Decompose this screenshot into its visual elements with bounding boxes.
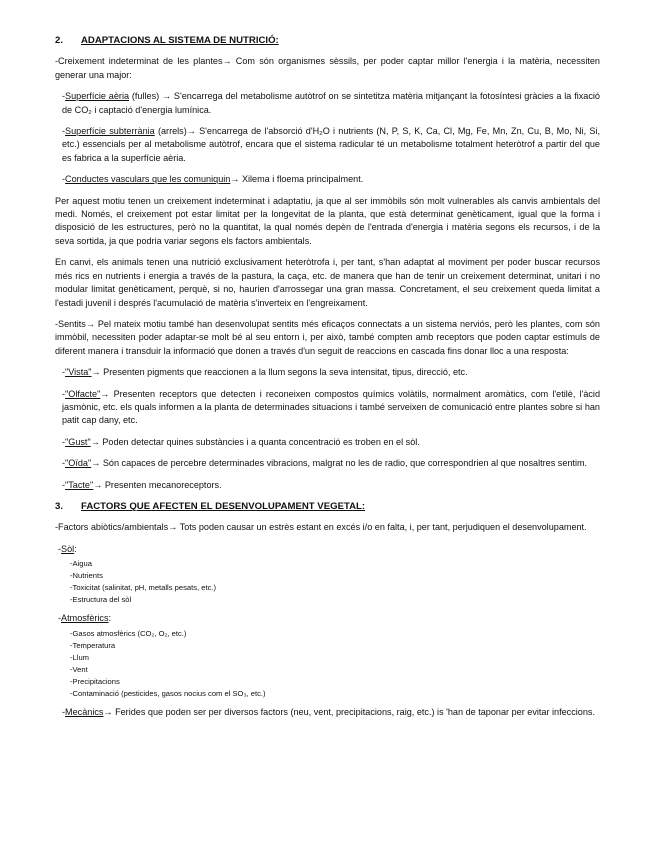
- soil-label: Sòl: [61, 543, 75, 554]
- list-item: -Estructura del sòl: [70, 595, 132, 605]
- sense-tacte-term: "Tacte": [65, 479, 94, 490]
- mechanical-label: Mecànics: [65, 706, 104, 717]
- paragraph-animals: En canvi, els animals tenen una nutrició exclusivament heteròtrofa i, per tant, s'han adaptat al moviment per poder buscar recursos més rics en nutrients i energia a través de la pastura, la caça, etc. de manera que han de tenir un creixement determinat, unitari i no modular limitat genèticament, perquè, si no, haurien d'arrossegar una gran massa. Concretament, el seu creixement queda limitat a l'estadi juvenil i després l'acumulació de matèria s'inverteix en l'engreixament.: [55, 257, 600, 308]
- section-title: ADAPTACIONS AL SISTEMA DE NUTRICIÓ:: [81, 35, 279, 46]
- list-item: -Toxicitat (salinitat, pH, metalls pesats, etc.): [70, 583, 217, 593]
- list-item: -Aigua: [70, 559, 92, 569]
- list-item: -Temperatura: [70, 640, 116, 650]
- sense-vista-text: → Presenten pigments que reaccionen a la llum segons la seva intensitat, tipus, direcció, etc.: [91, 367, 468, 378]
- vascular-term: Conductes vasculars que les comuniquin: [65, 174, 231, 185]
- soil-list: [55, 558, 600, 606]
- vascular-item: -Conductes vasculars que les comuniquin→ Xilema i floema principalment.: [62, 174, 364, 185]
- sense-vista-item: -"Vista"→ Presenten pigments que reaccionen a la llum segons la seva intensitat, tipus, direcció, etc.: [62, 367, 468, 378]
- list-item: -Nutrients: [70, 571, 103, 581]
- paragraph-senses: -Sentits→ Pel mateix motiu també han desenvolupat sentits més eficaços connectats a un sistema nerviós, però les plantes, com són immòbil, necessiten poder adaptar-se molt bé al seu entorn i, per això, també compten amb receptors que poden captar estímuls de diferent manera i transduir la informació que donen a través d'un seguit de reaccions en cascada fins donar lloc a una resposta:: [55, 318, 600, 356]
- atmospheric-list: [55, 628, 600, 700]
- sense-olfacte-item: -"Olfacte"→ Presenten receptors que detecten i reconeixen compostos químics volàtils, normalment aromàtics, com l'etilè, l'àcid jasmònic, etc. els quals informen a la planta de determinades situacions i també serveixen de comunicació entre plantes sobre si han patit cap dany, etc.: [62, 388, 600, 426]
- sense-oida-item: -"Oïda"→ Són capaces de percebre determinades vibracions, malgrat no les de radio, que correspondrien al que nosaltres sentim.: [62, 458, 588, 469]
- abiotic-intro: -Factors abiòtics/ambientals→ Tots poden causar un estrès estant en excés i/o en falta, i, per tant, perjudiquen el desenvolupament.: [55, 522, 587, 533]
- sense-oida-text: → Són capaces de percebre determinades vibracions, malgrat no les de radio, que correspondrien al que nosaltres sentim.: [91, 458, 588, 469]
- soil-heading: -Sòl:: [58, 543, 77, 554]
- section-3-heading: [55, 500, 600, 513]
- sense-olfacte-text: → Presenten receptors que detecten i reconeixen compostos químics volàtils, normalment aromàtics, com l'etilè, l'àcid jasmònic, etc. els quals informen a la planta de determinades situacions i també serveixen de comunicació entre plantes sobre si han patit cap dany, etc.: [62, 388, 600, 426]
- aerial-surface-text: (fulles) → S'encarrega del metabolisme autòtrof on se sintetitza matèria mitjançant la fotosíntesi gràcies a la fixació de CO₂ i captació d'energia lumínica.: [62, 91, 600, 115]
- sense-tacte-item: -"Tacte"→ Presenten mecanoreceptors.: [62, 479, 222, 490]
- sense-olfacte-term: "Olfacte": [65, 388, 101, 399]
- underground-surface-term: Superfície subterrània: [65, 126, 155, 137]
- atmospheric-heading: -Atmosfèrics:: [58, 613, 112, 624]
- list-item: -Contaminació (pesticides, gasos nocius com el SO₃, etc.): [70, 688, 266, 698]
- list-item: -Gasos atmosfèrics (CO₂, O₂, etc.): [70, 628, 187, 638]
- section-2-heading: [55, 34, 600, 47]
- sense-oida-term: "Oïda": [65, 458, 92, 469]
- vascular-text: → Xilema i floema principalment.: [230, 174, 364, 185]
- sense-tacte-text: → Presenten mecanoreceptors.: [93, 479, 222, 490]
- sense-vista-term: "Vista": [65, 367, 92, 378]
- mechanical-text: → Ferides que poden ser per diversos factors (neu, vent, precipitacions, raig, etc.) is 'han de taponar per evitar infeccions.: [103, 706, 595, 717]
- underground-surface-item: -Superfície subterrània (arrels)→ S'encarrega de l'absorció d'H₂O i nutrients (N, P, S, K, Ca, Cl, Mg, Fe, Mn, Zn, Cu, B, Mo, Ni, Si, etc.) essencials per al metabolisme autòtrof, encara que el sistema radicular té un metabolisme totalment heteròtrof a partir del que es fabrica a la superfície aèria.: [62, 126, 601, 163]
- aerial-surface-term: Superfície aèria: [65, 91, 130, 102]
- list-item: -Llum: [70, 652, 89, 662]
- atmospheric-label: Atmosfèrics: [61, 613, 109, 624]
- sense-gust-term: "Gust": [65, 436, 91, 447]
- mechanical-item: -Mecànics→ Ferides que poden ser per diversos factors (neu, vent, precipitacions, raig, etc.) is 'han de taponar per evitar infeccions.: [62, 706, 595, 717]
- sense-gust-item: -"Gust"→ Poden detectar quines substàncies i a quanta concentració es troben en el sòl.: [62, 436, 420, 447]
- underground-surface-text: (arrels)→ S'encarrega de l'absorció d'H₂O i nutrients (N, P, S, K, Ca, Cl, Mg, Fe, Mn, Zn, Cu, B, Mo, Ni, Si, etc.) essencials per al metabolisme autòtrof, encara que el sistema radicular té un metabolisme totalment heteròtrof a partir del que es fabrica a la superfície aèria.: [62, 126, 601, 163]
- list-item: -Vent: [70, 664, 88, 674]
- list-item: -Precipitacions: [70, 676, 120, 686]
- growth-intro: -Creixement indeterminat de les plantes→ Com són organismes sèssils, per poder captar millor l'energia i la matèria, necessiten generar una major:: [55, 56, 600, 80]
- sense-gust-text: → Poden detectar quines substàncies i a quanta concentració es troben en el sòl.: [90, 436, 420, 447]
- section-title: FACTORS QUE AFECTEN EL DESENVOLUPAMENT VEGETAL:: [81, 500, 366, 512]
- section-number: 3.: [55, 500, 64, 512]
- aerial-surface-item: -Superfície aèria (fulles) → S'encarrega del metabolisme autòtrof on se sintetitza matèria mitjançant la fotosíntesi gràcies a la fixació de CO₂ i captació d'energia lumínica.: [62, 91, 600, 115]
- paragraph-growth: Per aquest motiu tenen un creixement indeterminat i adaptatiu, ja que al ser immòbils són molt vulnerables als canvis ambientals del medi. Només, el creixement pot estar limitat per la longevitat de la planta, que està determinat genèticament, igual que la forma i disposició de les estructures, però no la quantitat, la qual només depèn de l'entrada d'energia i matèria segons els recursos, i de la seva sortida, ja que podria variar segons els factors ambientals.: [55, 195, 600, 246]
- section-number: 2.: [55, 35, 64, 46]
